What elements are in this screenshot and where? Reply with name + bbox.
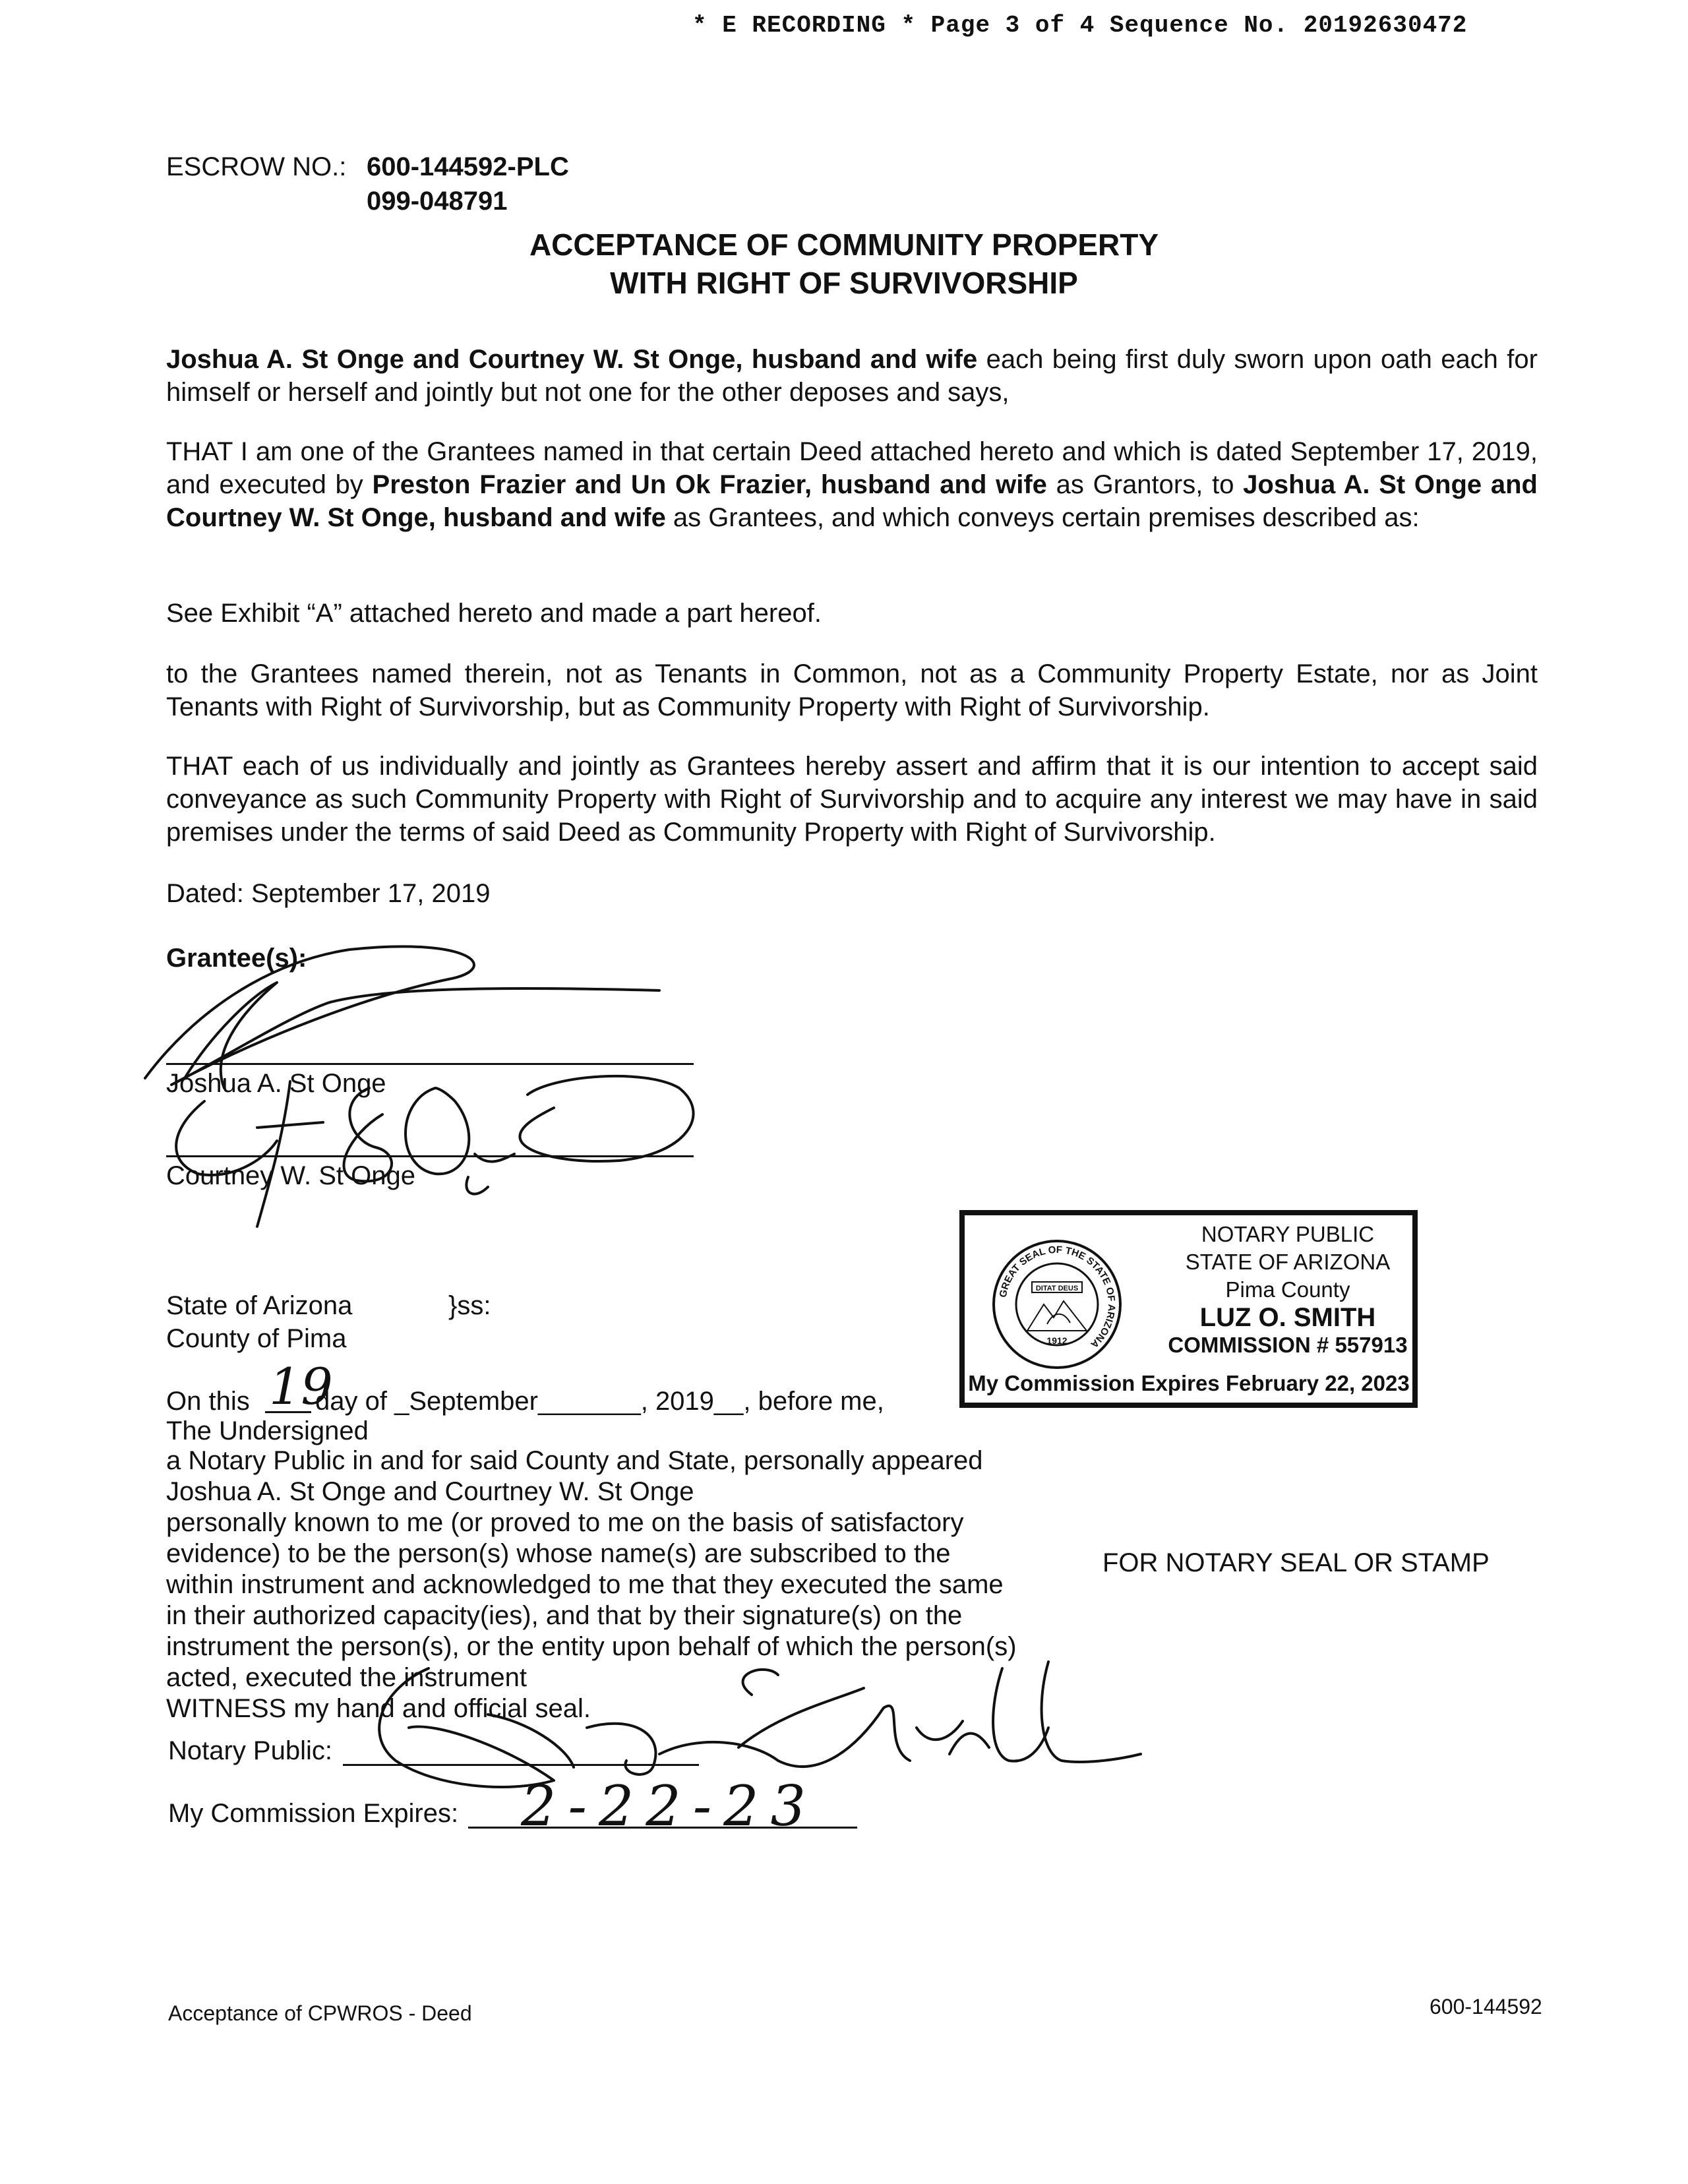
affirmation-paragraph: THAT each of us individually and jointly as Grantees hereby assert and affirm that it is our intention to accept said conveyance as such Community Property with Right of Survivorship and to acquire any interest we may have in said premises under the terms of said Deed as Community Property with Right of Survivorship. <box>166 752 1538 847</box>
venue-state: State of Arizona <box>166 1291 353 1320</box>
ack-line: Joshua A. St Onge and Courtney W. St Onge <box>166 1477 694 1506</box>
commission-expires-label: My Commission Expires: <box>168 1799 459 1828</box>
footer-document-name: Acceptance of CPWROS - Deed <box>168 2001 472 2025</box>
stamp-expiration: My Commission Expires February 22, 2023 <box>968 1371 1410 1395</box>
deed-paragraph <box>166 435 1538 534</box>
grantee-signature-2 <box>158 1062 712 1233</box>
seal-year: 1912 <box>1046 1335 1068 1346</box>
affiant-names: Joshua A. St Onge and Courtney W. St Onge, husband and wife <box>166 345 978 374</box>
escrow-label: ESCROW NO.: <box>166 152 347 181</box>
ack-undersigned: The Undersigned <box>166 1416 369 1445</box>
seal-caption: FOR NOTARY SEAL OR STAMP <box>1102 1548 1490 1577</box>
grantees-label: Grantee(s): <box>166 944 307 973</box>
escrow-number-secondary: 099-048791 <box>367 187 508 216</box>
ack-line: within instrument and acknowledged to me that they executed the same <box>166 1570 1004 1599</box>
grantor-names: Preston Frazier and Un Ok Frazier, husband and wife <box>372 470 1047 499</box>
ack-line: evidence) to be the person(s) whose name(s) are subscribed to the <box>166 1539 951 1568</box>
deed-text-3: as Grantees, and which conveys certain premises described as: <box>665 503 1420 532</box>
commission-expires-value: 2-22-23 <box>521 1774 818 1838</box>
stamp-notary-name: LUZ O. SMITH <box>1199 1303 1376 1332</box>
stamp-text-block <box>1156 1221 1420 1359</box>
affiant-text: each being first duly sworn upon oath each for himself or herself and jointly but not one for the other deposes and says, <box>166 345 1538 407</box>
escrow-number: 600-144592-PLC <box>367 152 569 181</box>
day-underline <box>265 1411 311 1413</box>
footer-file-number: 600-144592 <box>1430 1995 1542 2018</box>
seal-motto: DITAT DEUS <box>1035 1285 1079 1292</box>
notary-signature <box>356 1649 1147 1807</box>
ack-on-this: On this <box>166 1387 250 1416</box>
svg-text:GREAT SEAL OF THE STATE OF ARI <box>998 1244 1118 1350</box>
stamp-line-notary: NOTARY PUBLIC <box>1201 1222 1375 1246</box>
ack-day-value: 19 <box>269 1357 333 1416</box>
deed-text-1: THAT I am one of the Grantees named in that certain Deed attached hereto and which is dated September 17, 2019, and executed by <box>166 437 1538 499</box>
signer2-name: Courtney W. St Onge <box>166 1161 415 1190</box>
ack-line: acted, executed the instrument <box>166 1663 527 1692</box>
venue-ss: }ss: <box>448 1291 491 1320</box>
ack-line: instrument the person(s), or the entity upon behalf of which the person(s) <box>166 1632 1017 1661</box>
arizona-seal-icon <box>991 1238 1123 1370</box>
ack-line: WITNESS my hand and official seal. <box>166 1694 591 1723</box>
stamp-commission-number: COMMISSION # 557913 <box>1168 1333 1408 1357</box>
document-title-line1: ACCEPTANCE OF COMMUNITY PROPERTY <box>529 228 1159 262</box>
ack-line: a Notary Public in and for said County and State, personally appeared <box>166 1446 983 1475</box>
seal-ring-text: GREAT SEAL OF THE STATE OF ARIZONA <box>997 1244 1118 1350</box>
stamp-line-state: STATE OF ARIZONA <box>1185 1250 1391 1274</box>
signer1-name: Joshua A. St Onge <box>166 1069 386 1098</box>
notary-stamp <box>959 1210 1418 1408</box>
recording-header: * E RECORDING * Page 3 of 4 Sequence No. 20192630472 <box>692 12 1468 39</box>
venue-county: County of Pima <box>166 1324 347 1353</box>
exhibit-paragraph: See Exhibit “A” attached hereto and made a part hereof. <box>166 599 822 628</box>
ack-line: in their authorized capacity(ies), and that by their signature(s) on the <box>166 1601 963 1630</box>
grantee-names: Joshua A. St Onge and Courtney W. St Onge, husband and wife <box>166 470 1538 532</box>
deed-text-2: as Grantors, to <box>1046 470 1244 499</box>
document-title-line2: WITH RIGHT OF SURVIVORSHIP <box>610 266 1078 300</box>
tenancy-paragraph: to the Grantees named therein, not as Tenants in Common, not as a Community Property Estate, nor as Joint Tenants with Right of Survivorship, but as Community Property with Right of Survivorship. <box>166 659 1538 721</box>
dated-line: Dated: September 17, 2019 <box>166 879 491 908</box>
ack-day-of: day of _September_______, 2019__, before me, <box>315 1387 884 1416</box>
stamp-line-county: Pima County <box>1225 1277 1350 1302</box>
affiant-paragraph <box>166 343 1538 409</box>
ack-line: personally known to me (or proved to me on the basis of satisfactory <box>166 1508 964 1537</box>
notary-public-label: Notary Public: <box>168 1736 332 1765</box>
